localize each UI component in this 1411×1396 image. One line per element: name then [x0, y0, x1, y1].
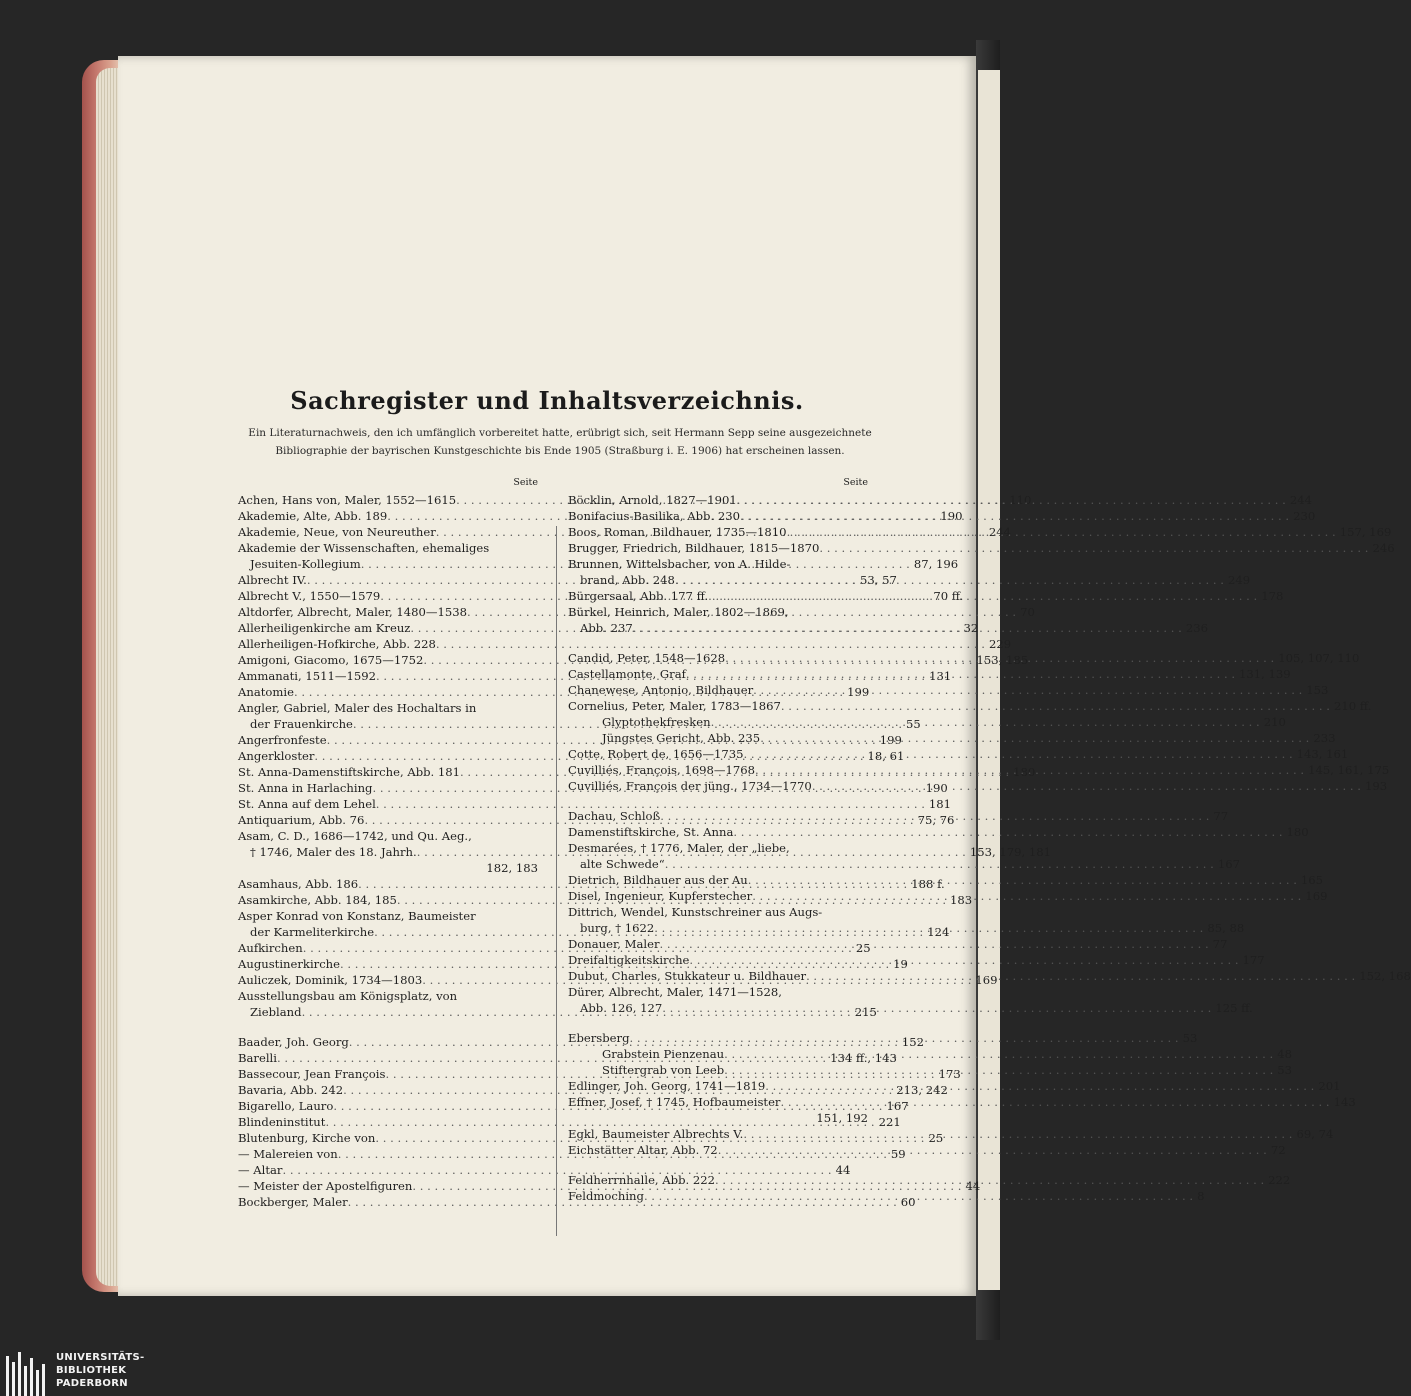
index-entry — [238, 908, 538, 924]
index-entry — [568, 1110, 868, 1126]
index-entry — [238, 1162, 851, 1178]
index-entry — [568, 904, 868, 920]
index-entry — [568, 984, 868, 1000]
index-entry-page: 215 — [854, 1005, 877, 1019]
leader-dots — [781, 698, 1330, 714]
index-entry-page: 190 — [925, 781, 948, 795]
index-entry-text: Ziebland — [250, 1005, 302, 1019]
index-entry-page: 165 — [1300, 873, 1324, 887]
leader-dots — [780, 1094, 1329, 1110]
index-entry-page: 199 — [879, 733, 902, 747]
leader-dots — [724, 1046, 1273, 1062]
index-entry-page: 183 — [950, 893, 973, 907]
index-entry — [568, 856, 1240, 872]
leader-dots — [689, 952, 1238, 968]
index-entry-page: 188 f. — [911, 877, 945, 891]
leader-dots — [748, 872, 1297, 888]
index-entry-text: Egkl, Baumeister Albrechts V. — [568, 1127, 744, 1141]
index-entry-page: 110 — [1009, 493, 1032, 507]
index-entry-text: Dachau, Schloß — [568, 809, 661, 823]
leader-dots — [711, 714, 1260, 730]
index-entry-text: Stiftergrab von Leeb — [602, 1063, 725, 1077]
index-entry-page: 233 — [1313, 731, 1336, 745]
index-entry-page: 131 — [929, 669, 952, 683]
index-entry-page: 19 — [893, 957, 908, 971]
index-entry — [568, 682, 1329, 698]
index-entry-text: — Malereien von — [238, 1147, 338, 1161]
index-entry-text: Dietrich, Bildhauer aus der Au — [568, 873, 748, 887]
index-entry-text: Blindeninstitut — [238, 1115, 326, 1129]
index-entry-page: 8 — [1197, 1189, 1205, 1203]
leader-dots — [740, 508, 1289, 524]
index-entry-page: 244 — [1289, 493, 1313, 507]
page-title: Sachregister und Inhaltsverzeichnis. — [290, 386, 804, 415]
index-entry-page: 167 — [1217, 857, 1240, 871]
leader-dots — [819, 540, 1368, 556]
index-entry — [238, 636, 1012, 652]
index-entry-text: Edlinger, Joh. Georg, 1741—1819 — [568, 1079, 766, 1093]
leader-dots — [633, 620, 1182, 636]
index-entry-page: 213, 242 — [896, 1083, 948, 1097]
index-entry-page: 182, 183 — [486, 861, 538, 875]
index-entry-text: Angerfronfeste — [238, 733, 327, 747]
university-logo-text — [56, 1351, 176, 1390]
index-entry-text: Angerkloster — [238, 749, 315, 763]
leader-dots — [765, 1078, 1314, 1094]
index-entry-page: 151, 192 — [816, 1111, 868, 1125]
index-entry-text: Akademie, Neue, von Neureuther — [238, 525, 436, 539]
index-entry-text: der Frauenkirche — [250, 717, 353, 731]
index-entry — [568, 540, 1395, 556]
leader-dots — [718, 1142, 1267, 1158]
index-entry-page: 249 — [1227, 573, 1251, 587]
leader-dots — [686, 666, 1235, 682]
book-page — [118, 56, 1411, 1296]
index-entry-text: Bigarello, Lauro — [238, 1099, 334, 1113]
index-entry-text: Dreifaltigkeitskirche — [568, 953, 690, 967]
leader-dots — [724, 1062, 1273, 1078]
leader-dots — [662, 1000, 1211, 1016]
index-entry-page: 87, 196 — [913, 557, 959, 571]
index-entry-text: St. Anna auf dem Lehel — [238, 797, 376, 811]
leader-dots — [629, 1030, 1178, 1046]
index-entry-text: Asamkirche, Abb. 184, 185 — [238, 893, 397, 907]
index-entry-page: 246 — [1372, 541, 1395, 555]
letter-group-gap — [568, 794, 868, 808]
index-entry-text: Anatomie — [238, 685, 294, 699]
index-entry-text: Augustinerkirche — [238, 957, 341, 971]
index-entry-text: Jesuiten-Kollegium — [250, 557, 361, 571]
index-entry-page: 236 — [1185, 621, 1208, 635]
index-entry-text: Allerheiligenkirche am Kreuz — [238, 621, 411, 635]
index-entry-text: Abb. 126, 127 — [580, 1001, 663, 1015]
index-entry-text: der Karmeliterkirche — [250, 925, 375, 939]
index-entry-page: 125 ff. — [1215, 1001, 1253, 1015]
index-entry-page: 53, 57 — [859, 573, 897, 587]
index-entry-text: Donauer, Maler — [568, 937, 660, 951]
leader-dots — [660, 936, 1209, 952]
index-entry-text: Cuvilliés, François der jüng., 1734—1770 — [568, 779, 812, 793]
index-entry-text: Bassecour, Jean François — [238, 1067, 386, 1081]
index-entry-page: 59 — [890, 1147, 906, 1161]
index-entry-text: St. Anna in Harlaching — [238, 781, 373, 795]
index-entry-text: Desmarées, † 1776, Maler, der „liebe, — [568, 841, 790, 855]
index-entry-page: 44 — [965, 1179, 981, 1193]
index-entry-page: 72 — [1270, 1143, 1286, 1157]
index-entry-text: Albrecht V., 1550—1579 — [238, 589, 381, 603]
index-entry-text: Böcklin, Arnold, 1827—1901 — [568, 493, 737, 507]
index-entry-text: alte Schwede“ — [580, 857, 665, 871]
index-entry-text: Candid, Peter, 1548—1628 — [568, 651, 726, 665]
index-entry-text: Bürgersaal, Abb. 177 ff. — [568, 589, 709, 603]
index-entry-text: Castellamonte, Graf — [568, 667, 686, 681]
index-entry-page: 177 — [1242, 953, 1265, 967]
index-entry-text: — Meister der Apostelfiguren — [238, 1179, 413, 1193]
intro-paragraph: Ein Literaturnachweis, den ich umfänglich vorbereitet hatte, erübrigt sich, seit Hermann Sepp seine ausgezeichnete Bibliographie der bayrischen Kunstgeschichte bis Ende 1905 (Straßburg i. E. 1906) hat erscheinen lassen. — [248, 427, 872, 457]
leader-dots — [812, 778, 1361, 794]
seite-header-right: Seite — [843, 477, 868, 488]
index-entry-page: 169 — [975, 973, 998, 987]
leader-dots — [660, 808, 1209, 824]
index-entry — [568, 936, 1228, 952]
index-entry — [568, 666, 1291, 682]
letter-group-gap — [568, 636, 868, 650]
index-entry-text: Ammanati, 1511—1592 — [238, 669, 376, 683]
index-entry-page: 134 ff., 143 — [830, 1051, 897, 1065]
index-entry — [568, 840, 868, 856]
leader-dots — [654, 920, 1203, 936]
index-entry — [238, 860, 538, 876]
leader-dots — [733, 824, 1282, 840]
index-entry-text: Allerheiligen-Hofkirche, Abb. 228 — [238, 637, 436, 651]
index-entry-page: 181 — [928, 797, 952, 811]
index-entry-page: 69, 74 — [1296, 1127, 1334, 1141]
index-entry-text: Asamhaus, Abb. 186 — [238, 877, 359, 891]
leader-dots — [644, 1188, 1193, 1204]
index-entry-page: 167 — [886, 1099, 909, 1113]
index-entry-page: 44 — [835, 1163, 851, 1177]
index-entry-page: 199 — [847, 685, 870, 699]
leader-dots — [752, 888, 1301, 904]
index-entry-page: 222 — [1268, 1173, 1291, 1187]
index-entry-text: Asam, C. D., 1686—1742, und Qu. Aeg., — [238, 829, 472, 843]
index-entry-text: Brugger, Friedrich, Bildhauer, 1815—1870 — [568, 541, 820, 555]
index-entry-text: † 1746, Maler des 18. Jahrh. — [250, 845, 417, 859]
index-entry-page: 193 — [1364, 779, 1388, 793]
index-entry-text: Angler, Gabriel, Maler des Hochaltars in — [238, 701, 477, 715]
leader-dots — [665, 856, 1214, 872]
index-entry-page: 180 — [1286, 825, 1309, 839]
index-entry-page: 143 — [1333, 1095, 1356, 1109]
leader-dots — [760, 730, 1309, 746]
index-entry — [238, 796, 952, 812]
index-entry-text: Bavaria, Abb. 242 — [238, 1083, 344, 1097]
index-entry-text: Bürkel, Heinrich, Maler, 1802—1869, — [568, 605, 789, 619]
index-entry-text: Eichstätter Altar, Abb. 72 — [568, 1143, 718, 1157]
index-entry-text: Grabstein Pienzenau — [602, 1047, 725, 1061]
index-entry-text: burg, † 1622 — [580, 921, 655, 935]
index-entry-page: 143, 161 — [1296, 747, 1349, 761]
index-entry-text: Abb. 237 — [580, 621, 633, 635]
index-entry-page: 25 — [855, 941, 871, 955]
index-entry-text: Feldmoching — [568, 1189, 644, 1203]
index-entry-page: 180 — [1013, 765, 1036, 779]
index-entry-page: 221 — [878, 1115, 901, 1129]
index-entry-text: Effner, Josef, † 1745, Hofbaumeister — [568, 1095, 781, 1109]
index-entry-page: 60 — [900, 1195, 916, 1209]
index-entry-text: Ausstellungsbau am Königsplatz, von — [238, 989, 458, 1003]
index-entry-page: 85, 88 — [1207, 921, 1245, 935]
index-entry-page: 157, 169 — [1339, 525, 1392, 539]
index-entry-page: 124 — [927, 925, 950, 939]
leader-dots — [753, 682, 1302, 698]
index-entry — [238, 540, 538, 556]
index-entry-text: Bonifacius-Basilika, Abb. 230 — [568, 509, 740, 523]
index-entry-text: Akademie, Alte, Abb. 189 — [238, 509, 388, 523]
index-entry-text: Brunnen, Wittelsbacher, von A. Hilde- — [568, 557, 791, 571]
index-entry-text: St. Anna-Damenstiftskirche, Abb. 181 — [238, 765, 461, 779]
leader-dots — [675, 572, 1224, 588]
index-entry-text: Antiquarium, Abb. 76 — [238, 813, 365, 827]
leader-dots — [806, 968, 1355, 984]
index-entry-page: 55 — [906, 717, 921, 731]
index-entry-text: Damenstiftskirche, St. Anna — [568, 825, 734, 839]
index-entry-text: Albrecht IV. — [238, 573, 307, 587]
logo-line-1: UNIVERSITÄTS- — [56, 1352, 145, 1363]
index-entry-page: 25 — [928, 1131, 944, 1145]
index-entry-text: Dittrich, Wendel, Kunstschreiner aus Augs- — [568, 905, 823, 919]
index-entry — [238, 828, 538, 844]
index-entry-text: Akademie der Wissenschaften, ehemaliges — [238, 541, 490, 555]
leader-dots — [715, 1172, 1264, 1188]
index-entry-text: — Altar — [238, 1163, 283, 1177]
leader-dots — [755, 762, 1304, 778]
index-entry-page: 201 — [1318, 1079, 1341, 1093]
index-entry-page: 48 — [1277, 1047, 1293, 1061]
index-entry-text: Amigoni, Giacomo, 1675—1752 — [238, 653, 424, 667]
index-entry — [568, 824, 1309, 840]
index-entry-text: Blutenburg, Kirche von — [238, 1131, 376, 1145]
index-entry-page: 152, 168 — [1359, 969, 1411, 983]
index-entry-text: Barelli — [238, 1051, 277, 1065]
index-entry — [568, 698, 1372, 714]
index-entry-page: 230 — [1293, 509, 1316, 523]
leader-dots — [743, 1126, 1292, 1142]
index-entry-text: Asper Konrad von Konstanz, Baumeister — [238, 909, 476, 923]
index-entry-text: Ebersberg — [568, 1031, 630, 1045]
index-entry-page: 131, 139 — [1239, 667, 1291, 681]
index-entry — [568, 556, 868, 572]
leader-dots — [708, 588, 1257, 604]
index-entry-text: Baader, Joh. Georg — [238, 1035, 349, 1049]
index-entry — [238, 988, 538, 1004]
index-entry-page: 77 — [1212, 937, 1228, 951]
index-entry-page: 53 — [1182, 1031, 1198, 1045]
index-entry-page: 210 ff. — [1333, 699, 1372, 713]
index-entry-text: Achen, Hans von, Maler, 1552—1615 — [238, 493, 457, 507]
index-entry-page: 152 — [901, 1035, 925, 1049]
index-entry-page: 173 — [938, 1067, 961, 1081]
index-entry-text: Auliczek, Dominik, 1734—1803 — [238, 973, 423, 987]
index-entry-page: 153 — [1306, 683, 1329, 697]
index-entry-page: 229 — [989, 637, 1012, 651]
index-entry-text: Aufkirchen — [238, 941, 303, 955]
column-divider — [556, 526, 557, 1236]
index-entry-text: Bockberger, Maler — [238, 1195, 348, 1209]
logo-line-3: PADERBORN — [56, 1378, 128, 1389]
index-entry-page: 53 — [1277, 1063, 1293, 1077]
letter-group-gap — [568, 1016, 868, 1030]
index-entry-page: 244 — [988, 525, 1012, 539]
seite-header-left: Seite — [513, 477, 538, 488]
leader-dots — [725, 650, 1274, 666]
index-entry-page: 153, 179, 181 — [969, 845, 1051, 859]
index-entry-page: 210 — [1263, 715, 1286, 729]
index-entry-page: 18, 61 — [867, 749, 905, 763]
index-entry — [238, 700, 538, 716]
leader-dots — [787, 524, 1336, 540]
index-entry-text: Dürer, Albrecht, Maler, 1471—1528, — [568, 985, 782, 999]
index-entry-text: Jüngstes Gericht, Abb. 235 — [602, 731, 761, 745]
index-entry-page: 169 — [1305, 889, 1328, 903]
index-entry-text: Altdorfer, Albrecht, Maler, 1480—1538 — [238, 605, 467, 619]
index-entry-text: Dubut, Charles, Stukkateur u. Bildhauer — [568, 969, 807, 983]
letter-group-gap — [238, 1020, 538, 1034]
index-entry — [568, 604, 868, 620]
leader-dots — [737, 492, 1286, 508]
index-entry-page: 153, 185 — [976, 653, 1029, 667]
index-entry-page: 77 — [1213, 809, 1229, 823]
index-entry-page: 75, 76 — [917, 813, 955, 827]
logo-line-2: BIBLIOTHEK — [56, 1365, 127, 1376]
index-entry-text: Cotte, Robert de, 1656—1735 — [568, 747, 744, 761]
index-entry-text: Cornelius, Peter, Maler, 1783—1867 — [568, 699, 781, 713]
index-entry-page: 105, 107, 110 — [1278, 651, 1360, 665]
index-entry-page: 178 — [1261, 589, 1284, 603]
leader-dots — [744, 746, 1293, 762]
index-entry-text: brand, Abb. 248 — [580, 573, 675, 587]
index-entry-page: 190 — [940, 509, 963, 523]
letter-group-gap — [568, 1158, 868, 1172]
index-entry-text: Glyptothekfresken — [602, 715, 711, 729]
index-entry-text: Boos, Roman, Bildhauer, 1735—1810 — [568, 525, 787, 539]
index-entry-text: Disel, Ingenieur, Kupferstecher — [568, 889, 753, 903]
index-entry-page: 32 — [963, 621, 979, 635]
index-entry-text: Chanewese, Antonio, Bildhauer — [568, 683, 754, 697]
index-entry-page: 70 ff. — [933, 589, 964, 603]
index-entry-text: Feldherrnhalle, Abb. 222 — [568, 1173, 716, 1187]
index-entry-page: 70 — [1020, 605, 1035, 619]
index-entry-text: Cuvilliés, François, 1698—1768 — [568, 763, 755, 777]
index-entry-page: 145, 161, 175 — [1308, 763, 1390, 777]
